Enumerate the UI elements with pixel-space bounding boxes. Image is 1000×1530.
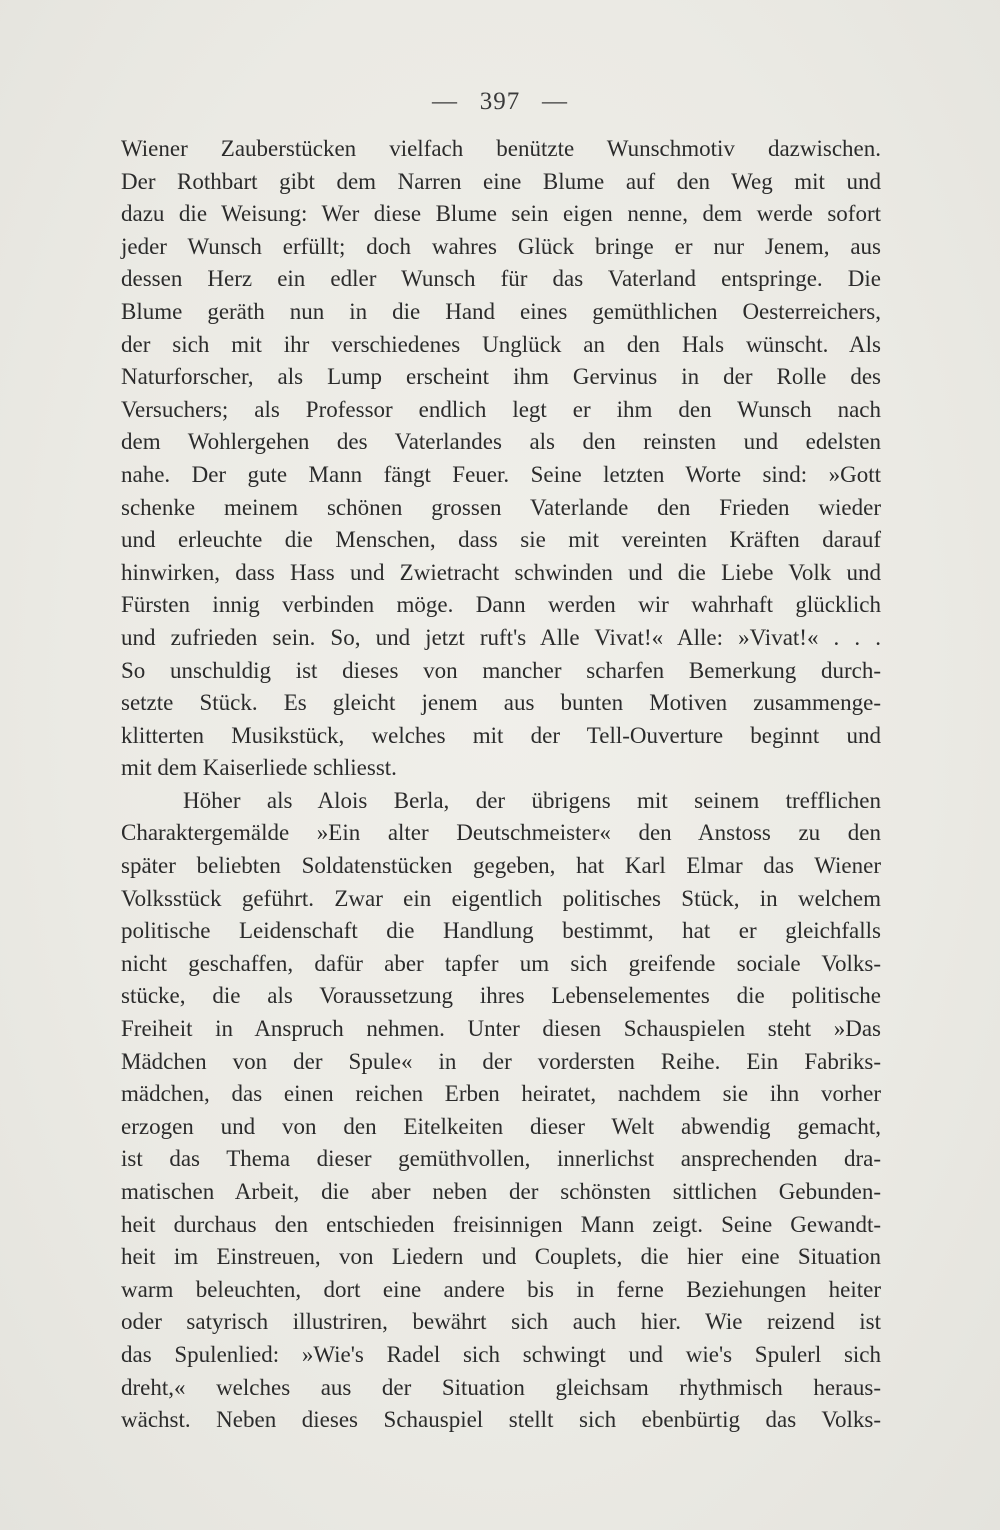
text-line: dessen Herz ein edler Wunsch für das Vaterland entspringe. Die: [121, 266, 881, 292]
page-number: 397: [479, 88, 521, 115]
text-line: erzogen und von den Eitelkeiten dieser Welt abwendig gemacht,: [121, 1113, 881, 1139]
text-line: Freiheit in Anspruch nehmen. Unter diesen Schauspielen steht »Das: [121, 1016, 881, 1042]
text-line: Mädchen von der Spule« in der vordersten Reihe. Ein Fabriks-: [121, 1048, 881, 1074]
text-line: schenke meinem schönen grossen Vaterlande den Frieden wieder: [121, 494, 881, 520]
header-dash-right: —: [542, 88, 568, 115]
text-line: klitterten Musikstück, welches mit der Tell-Ouverture beginnt und: [121, 722, 881, 748]
text-line: nahe. Der gute Mann fängt Feuer. Seine letzten Worte sind: »Gott: [121, 461, 881, 487]
text-line: dreht,« welches aus der Situation gleichsam rhythmisch heraus-: [121, 1374, 881, 1400]
text-line: Naturforscher, als Lump erscheint ihm Gervinus in der Rolle des: [121, 364, 881, 390]
text-line: jeder Wunsch erfüllt; doch wahres Glück bringe er nur Jenem, aus: [121, 233, 881, 259]
text-line: Blume geräth nun in die Hand eines gemüthlichen Oesterreichers,: [121, 298, 881, 324]
paragraph: [121, 133, 881, 785]
text-line: das Spulenlied: »Wie's Radel sich schwingt und wie's Spulerl sich: [121, 1341, 881, 1367]
text-line: Der Rothbart gibt dem Narren eine Blume auf den Weg mit und: [121, 168, 881, 194]
text-line: dazu die Weisung: Wer diese Blume sein eigen nenne, dem werde sofort: [121, 201, 881, 227]
text-line: der sich mit ihr verschiedenes Unglück an den Hals wünscht. Als: [121, 331, 881, 357]
text-line: oder satyrisch illustriren, bewährt sich auch hier. Wie reizend ist: [121, 1309, 881, 1335]
header-dash-left: —: [432, 88, 458, 115]
text-line: matischen Arbeit, die aber neben der schönsten sittlichen Gebunden-: [121, 1179, 881, 1204]
text-line: warm beleuchten, dort eine andere bis in ferne Beziehungen heiter: [121, 1276, 881, 1302]
text-line: heit im Einstreuen, von Liedern und Couplets, die hier eine Situation: [121, 1244, 881, 1270]
text-line: ist das Thema dieser gemüthvollen, innerlichst ansprechenden dra-: [121, 1146, 881, 1172]
page-header: [0, 88, 1000, 116]
text-line: Wiener Zauberstücken vielfach benützte Wunschmotiv dazwischen.: [121, 136, 881, 161]
text-line: mädchen, das einen reichen Erben heiratet, nachdem sie ihn vorher: [121, 1081, 881, 1107]
text-line: So unschuldig ist dieses von mancher scharfen Bemerkung durch-: [121, 657, 881, 683]
text-line: und erleuchte die Menschen, dass sie mit vereinten Kräften darauf: [121, 527, 881, 553]
text-line: mit dem Kaiserliede schliesst.: [121, 755, 397, 781]
text-line: wächst. Neben dieses Schauspiel stellt sich ebenbürtig das Volks-: [121, 1407, 881, 1433]
text-line: heit durchaus den entschieden freisinnigen Mann zeigt. Seine Gewandt-: [121, 1211, 881, 1237]
text-line: später beliebten Soldatenstücken gegeben, hat Karl Elmar das Wiener: [121, 853, 881, 879]
text-line: Höher als Alois Berla, der übrigens mit seinem trefflichen: [183, 787, 881, 813]
body-text: [121, 133, 881, 1437]
text-line: Charaktergemälde »Ein alter Deutschmeister« den Anstoss zu den: [121, 820, 881, 846]
text-line: Fürsten innig verbinden möge. Dann werden wir wahrhaft glücklich: [121, 592, 881, 618]
text-line: Volksstück geführt. Zwar ein eigentlich politisches Stück, in welchem: [121, 885, 881, 911]
paragraph: [121, 785, 881, 1437]
text-line: politische Leidenschaft die Handlung bestimmt, hat er gleichfalls: [121, 918, 881, 944]
text-line: nicht geschaffen, dafür aber tapfer um sich greifende sociale Volks-: [121, 950, 881, 976]
text-line: und zufrieden sein. So, und jetzt ruft's Alle Vivat!« Alle: »Vivat!« . . .: [121, 624, 881, 650]
text-line: hinwirken, dass Hass und Zwietracht schwinden und die Liebe Volk und: [121, 559, 881, 585]
text-line: stücke, die als Voraussetzung ihres Lebenselementes die politische: [121, 983, 881, 1009]
text-line: setzte Stück. Es gleicht jenem aus bunten Motiven zusammenge-: [121, 690, 881, 716]
text-line: Versuchers; als Professor endlich legt er ihm den Wunsch nach: [121, 396, 881, 422]
text-line: dem Wohlergehen des Vaterlandes als den reinsten und edelsten: [121, 429, 881, 455]
